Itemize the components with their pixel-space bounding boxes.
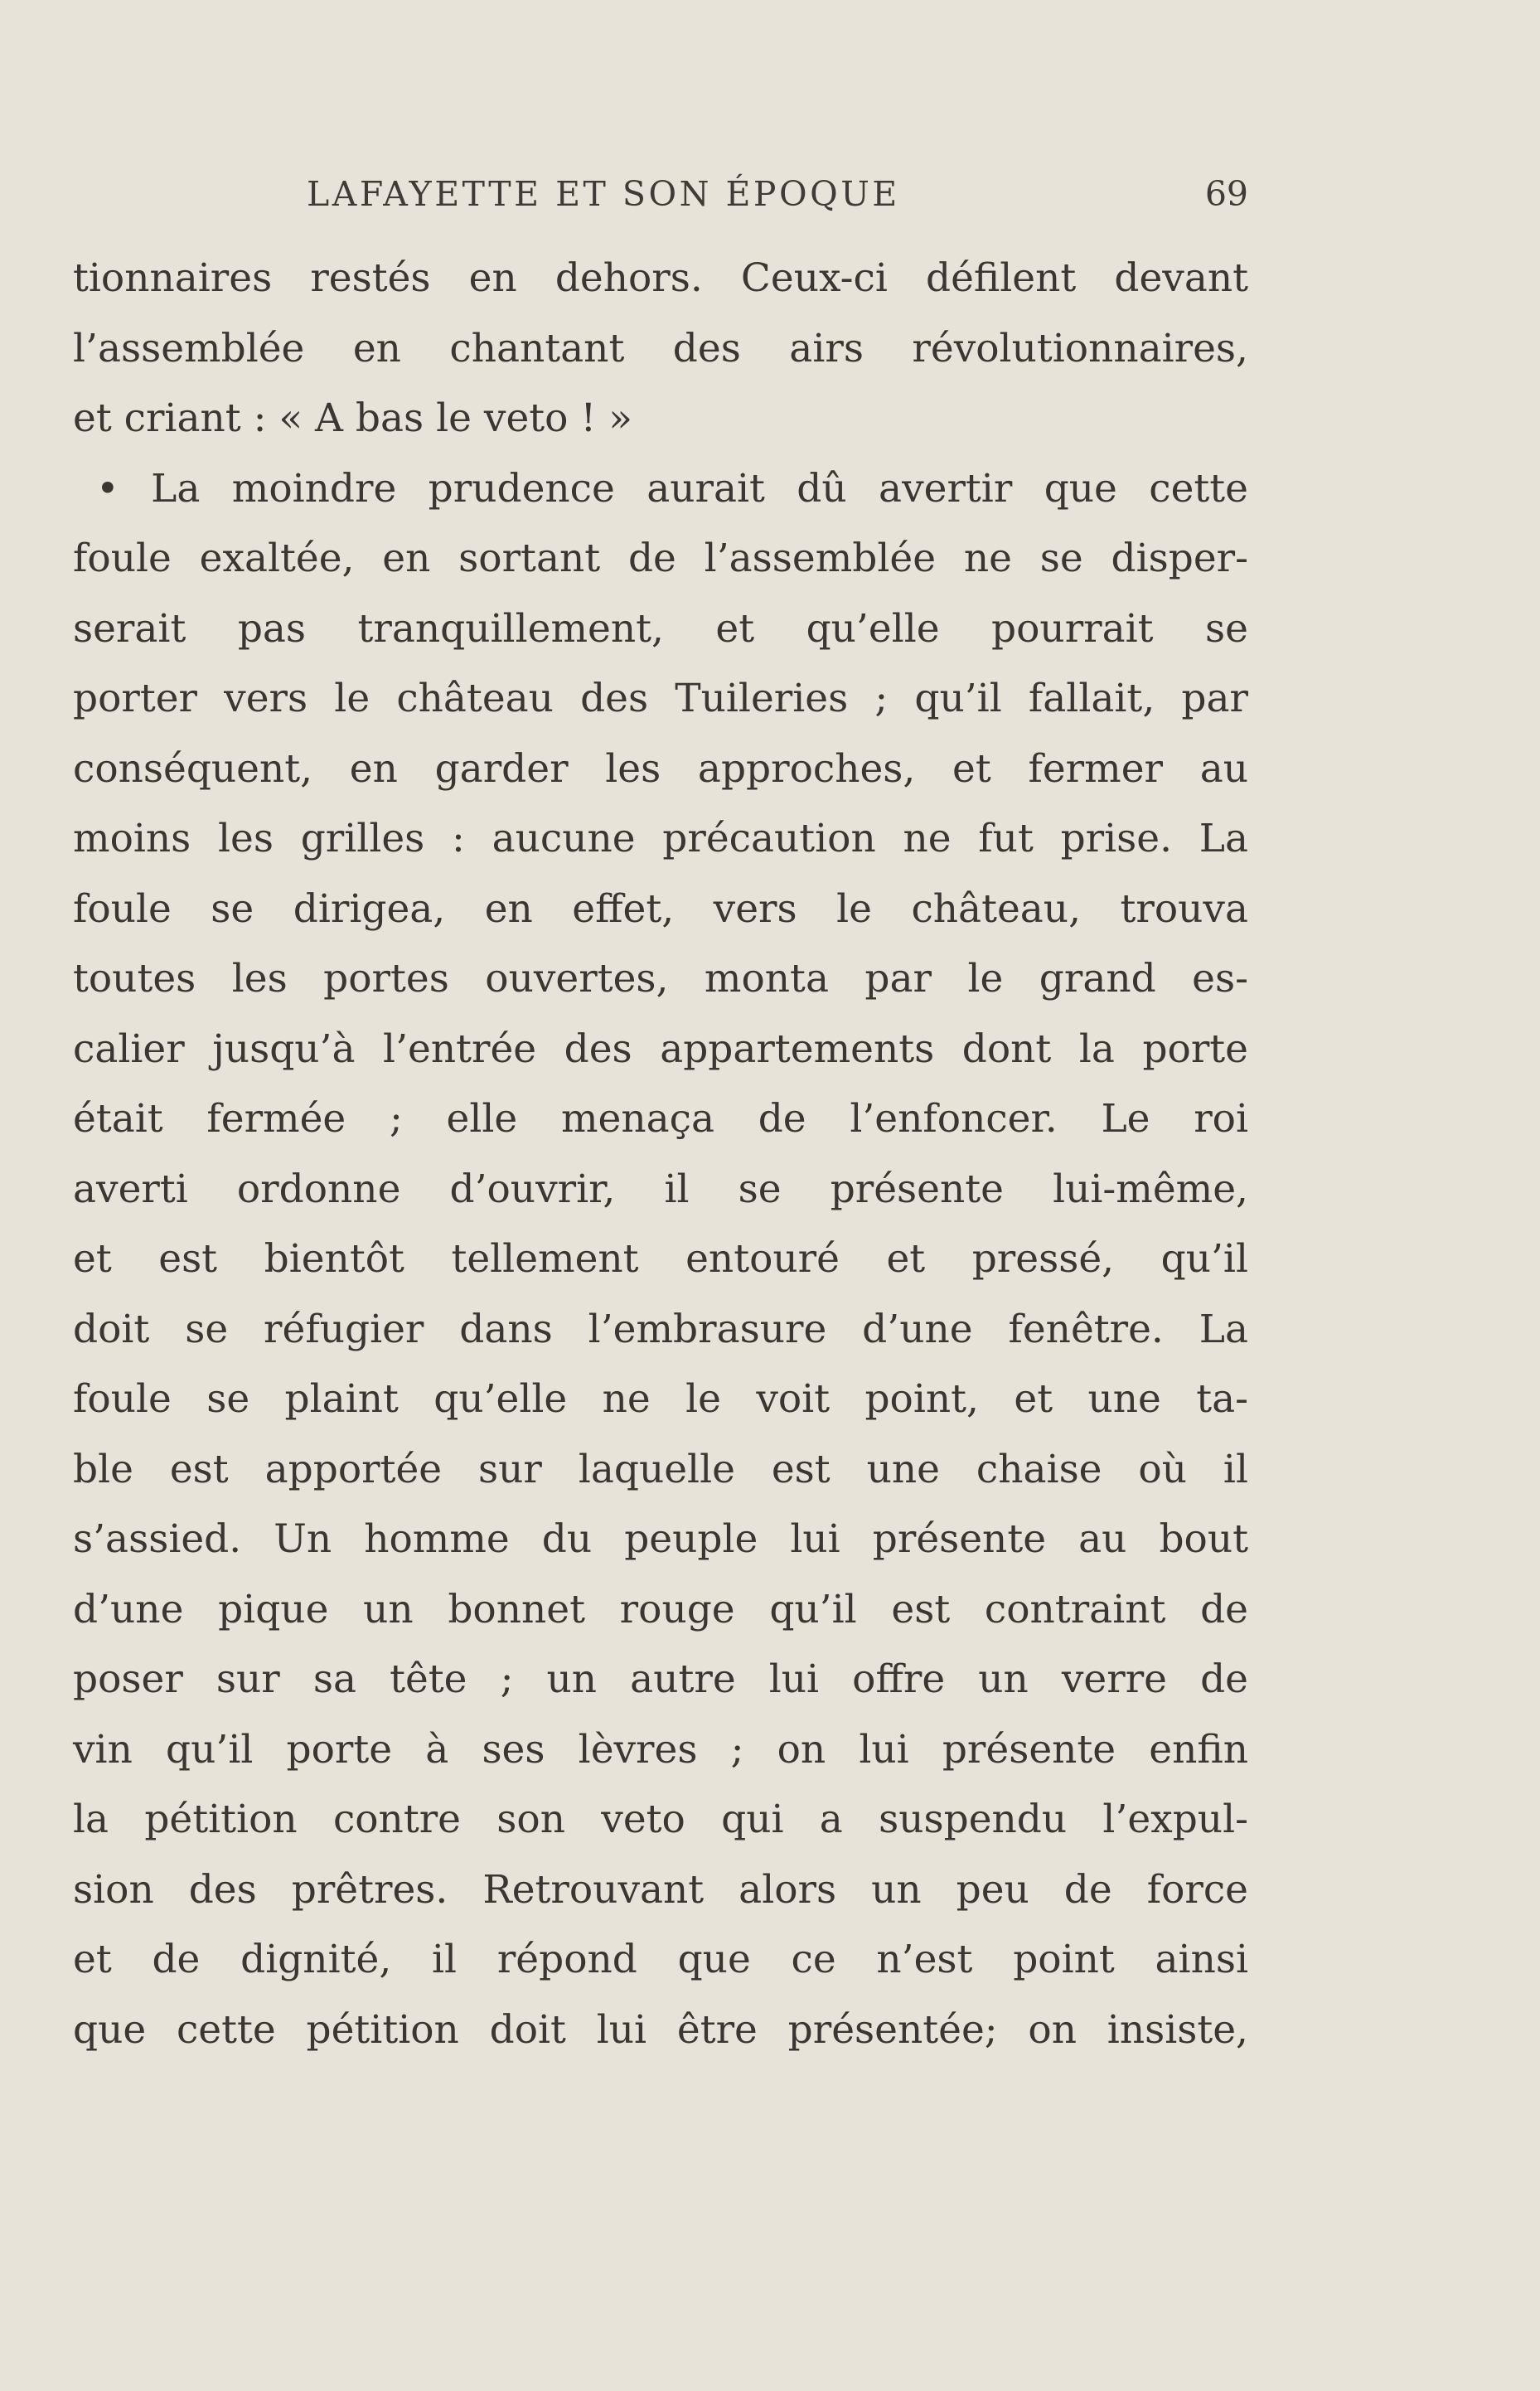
text-line: conséquent, en garder les approches, et fermer au bbox=[73, 745, 1248, 792]
text-line: que cette pétition doit lui être présentée; on insiste, bbox=[73, 2006, 1248, 2053]
text-line: et criant : « A bas le veto ! » bbox=[73, 395, 632, 441]
text-line: ble est apportée sur laquelle est une chaise où il bbox=[73, 1446, 1248, 1492]
page-number: 69 bbox=[1204, 174, 1248, 214]
text-line: moins les grilles : aucune précaution ne fut prise. La bbox=[73, 816, 1248, 861]
text-line: porter vers le château des Tuileries ; qu’il fallait, par bbox=[73, 676, 1248, 721]
text-line: et de dignité, il répond que ce n’est point ainsi bbox=[73, 1937, 1248, 1982]
text-line: poser sur sa tête ; un autre lui offre un verre de bbox=[73, 1656, 1248, 1702]
text-line: serait pas tranquillement, et qu’elle pourrait se bbox=[73, 605, 1248, 652]
body-text bbox=[73, 244, 1248, 2065]
text-line: calier jusqu’à l’entrée des appartements dont la porte bbox=[73, 1026, 1248, 1072]
text-line: vin qu’il porte à ses lèvres ; on lui présente enfin bbox=[73, 1726, 1248, 1773]
text-line: sion des prêtres. Retrouvant alors un peu de force bbox=[73, 1866, 1248, 1913]
text-line: était fermée ; elle menaça de l’enfoncer. Le roi bbox=[73, 1096, 1248, 1142]
text-line: foule exaltée, en sortant de l’assemblée ne se disper- bbox=[73, 536, 1248, 581]
text-line: averti ordonne d’ouvrir, il se présente lui-même, bbox=[73, 1166, 1248, 1212]
text-line: doit se réfugier dans l’embrasure d’une fenêtre. La bbox=[73, 1306, 1248, 1352]
running-title: LAFAYETTE ET SON ÉPOQUE bbox=[307, 174, 900, 214]
text-line: l’assemblée en chantant des airs révolutionnaires, bbox=[73, 325, 1248, 371]
text-line: foule se dirigea, en effet, vers le château, trouva bbox=[73, 885, 1248, 932]
text-line: • La moindre prudence aurait dû avertir que cette bbox=[96, 465, 1248, 512]
running-head bbox=[73, 174, 1248, 224]
text-line: d’une pique un bonnet rouge qu’il est contraint de bbox=[73, 1586, 1248, 1632]
text-line: et est bientôt tellement entouré et pressé, qu’il bbox=[73, 1236, 1248, 1282]
text-line: s’assied. Un homme du peuple lui présente au bout bbox=[73, 1516, 1248, 1562]
text-line: tionnaires restés en dehors. Ceux-ci défilent devant bbox=[73, 255, 1248, 301]
text-line: foule se plaint qu’elle ne le voit point, et une ta- bbox=[73, 1376, 1248, 1422]
text-line: la pétition contre son veto qui a suspendu l’expul- bbox=[73, 1797, 1248, 1842]
text-line: toutes les portes ouvertes, monta par le grand es- bbox=[73, 956, 1248, 1002]
